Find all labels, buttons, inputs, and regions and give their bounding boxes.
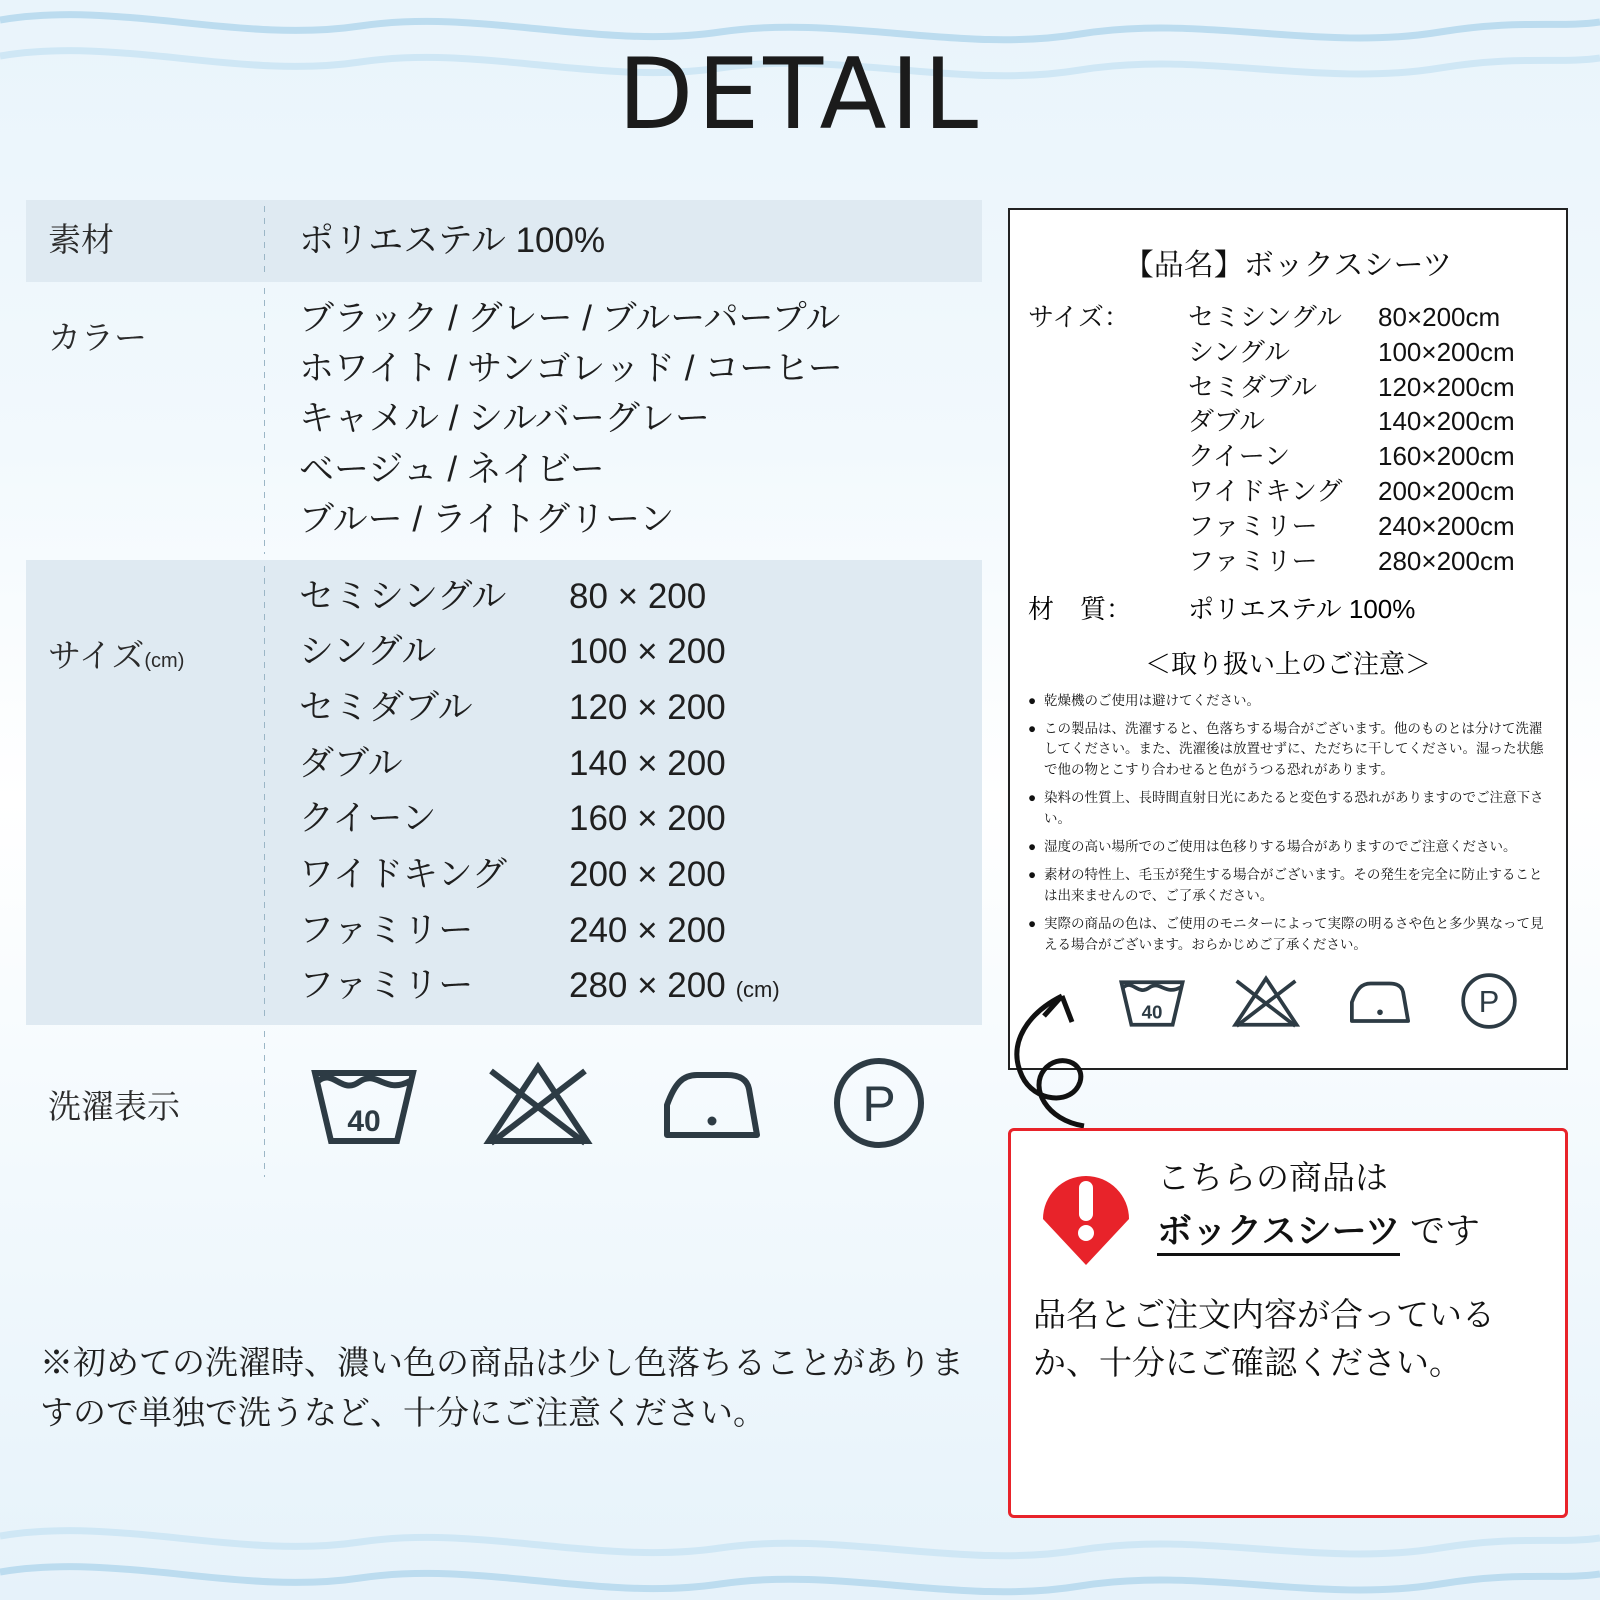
dryclean-p-icon (1457, 970, 1521, 1032)
spec-size-row: クイーン 160×200cm (1188, 441, 1515, 472)
bullet-icon: ● (1028, 915, 1037, 931)
spec-size-key: サイズ： (1028, 302, 1130, 332)
caution-item: ● 乾燥機のご使用は避けてください。 (1028, 691, 1548, 712)
caution-item: ● 実際の商品の色は、ご使用のモニターによって実際の明るさや色と多少異なって見える場合がございます。おらかじめご了承ください。 (1028, 914, 1548, 956)
caution-list (1028, 691, 1548, 956)
size-unit-suffix: (cm) (735, 977, 780, 1003)
spec-material-row (1028, 589, 1548, 626)
spec-size-row: サイズ： セミシングル 80×200cm (1028, 300, 1548, 335)
table-row-color (26, 282, 982, 560)
size-value (265, 560, 982, 1026)
color-line: ベージュ / ネイビー (299, 449, 605, 489)
svg-text:40: 40 (1141, 1001, 1163, 1023)
caution-item: ● この製品は、洗濯すると、色落ちする場合がございます。他のものとは分けて洗濯してください。また、洗濯後は放置せずに、ただちに干してください。湿った状態で他の物とこすり合わせると色がうつる恐れがあります。 (1028, 719, 1548, 782)
alert-body: 品名とご注文内容が合っているか、十分にご確認ください。 (1033, 1296, 1495, 1381)
exclamation-icon (1033, 1157, 1139, 1269)
spec-size-row: セミダブル 120×200cm (1188, 371, 1515, 402)
spec-box (1008, 208, 1568, 1070)
curved-arrow-icon (1000, 990, 1120, 1140)
svg-text:P: P (1478, 983, 1500, 1019)
wash-40-icon (305, 1055, 423, 1151)
caution-item: ● 素材の特性上、毛玉が発生する場合がございます。その発生を完全に防止することは出来ませんので、ご了承ください。 (1028, 865, 1548, 907)
spec-material-key: 材 質： (1028, 593, 1133, 624)
size-item: ワイドキング 200 × 200 (299, 855, 726, 895)
color-line: ブルー / ライトグリーン (299, 500, 675, 540)
page-title: DETAIL (617, 38, 983, 152)
size-label (26, 560, 264, 691)
color-line: ブラック / グレー / ブルーパープル (299, 298, 841, 338)
table-row-material (26, 200, 982, 282)
spec-size-row: ファミリー 280×200cm (1188, 545, 1515, 576)
alert-product-name: ボックスシーツ (1157, 1212, 1400, 1256)
iron-low-icon (653, 1055, 771, 1151)
size-item: ファミリー 240 × 200 (299, 910, 726, 950)
spec-size-row: ダブル 140×200cm (1188, 406, 1515, 437)
color-label: カラー (48, 318, 147, 356)
table-row-wash (26, 1025, 982, 1183)
bullet-icon: ● (1028, 867, 1037, 883)
size-item: クイーン 160 × 200 (299, 799, 726, 839)
caution-item: ● 染料の性質上、長時間直射日光にあたると変色する恐れがありますのでご注意下さい。 (1028, 788, 1548, 830)
size-item: シングル 100 × 200 (299, 632, 726, 672)
wash-label: 洗濯表示 (48, 1087, 180, 1125)
table-row-size (26, 560, 982, 1026)
alert-line1: こちらの商品は (1157, 1159, 1388, 1196)
wave-decoration-bottom (0, 1510, 1600, 1600)
detail-table (26, 200, 982, 1183)
wash-note: ※初めての洗濯時、濃い色の商品は少し色落ちることがありますので単独で洗うなど、十分にご注意ください。 (40, 1344, 964, 1431)
size-item: ファミリー 280 × 200 (cm) (299, 966, 780, 1006)
wash-40-icon (1115, 971, 1189, 1031)
size-label-unit: (cm) (144, 649, 185, 672)
bullet-icon: ● (1028, 692, 1037, 708)
spec-size-row: ワイドキング 200×200cm (1188, 476, 1515, 507)
material-label: 素材 (48, 221, 114, 258)
spec-size-row: ファミリー 240×200cm (1188, 510, 1515, 541)
size-label-text: サイズ (48, 636, 145, 674)
size-item: セミダブル 120 × 200 (299, 688, 726, 728)
iron-low-icon (1343, 971, 1417, 1031)
size-item: セミシングル 80 × 200 (299, 576, 707, 616)
alert-line2 (1157, 1204, 1480, 1254)
wash-temp-text: 40 (347, 1105, 381, 1139)
no-bleach-icon (479, 1055, 597, 1151)
dryclean-p-icon (827, 1053, 931, 1153)
material-value: ポリエステル 100% (299, 221, 606, 260)
color-line: ホワイト / サンゴレッド / コーヒー (299, 349, 843, 389)
spec-size-row: シングル 100×200cm (1188, 336, 1515, 367)
caution-item: ● 湿度の高い場所でのご使用は色移りする場合がありますのでご注意ください。 (1028, 837, 1548, 858)
color-value (265, 282, 982, 560)
bullet-icon: ● (1028, 790, 1037, 806)
color-line: キャメル / シルバーグレー (299, 399, 710, 439)
bullet-icon: ● (1028, 839, 1037, 855)
caution-title: ＜取り扱い上のご注意＞ (1144, 648, 1431, 679)
spec-title: 【品名】ボックスシーツ (1123, 249, 1453, 282)
wash-icon-group (265, 1037, 982, 1169)
bullet-icon: ● (1028, 720, 1037, 736)
spec-material-value: ポリエステル 100% (1188, 593, 1416, 624)
dryclean-letter: P (862, 1076, 896, 1133)
size-item: ダブル 140 × 200 (299, 743, 726, 783)
no-bleach-icon (1229, 971, 1303, 1031)
alert-box (1008, 1128, 1568, 1518)
alert-line2-tail: です (1400, 1212, 1480, 1252)
